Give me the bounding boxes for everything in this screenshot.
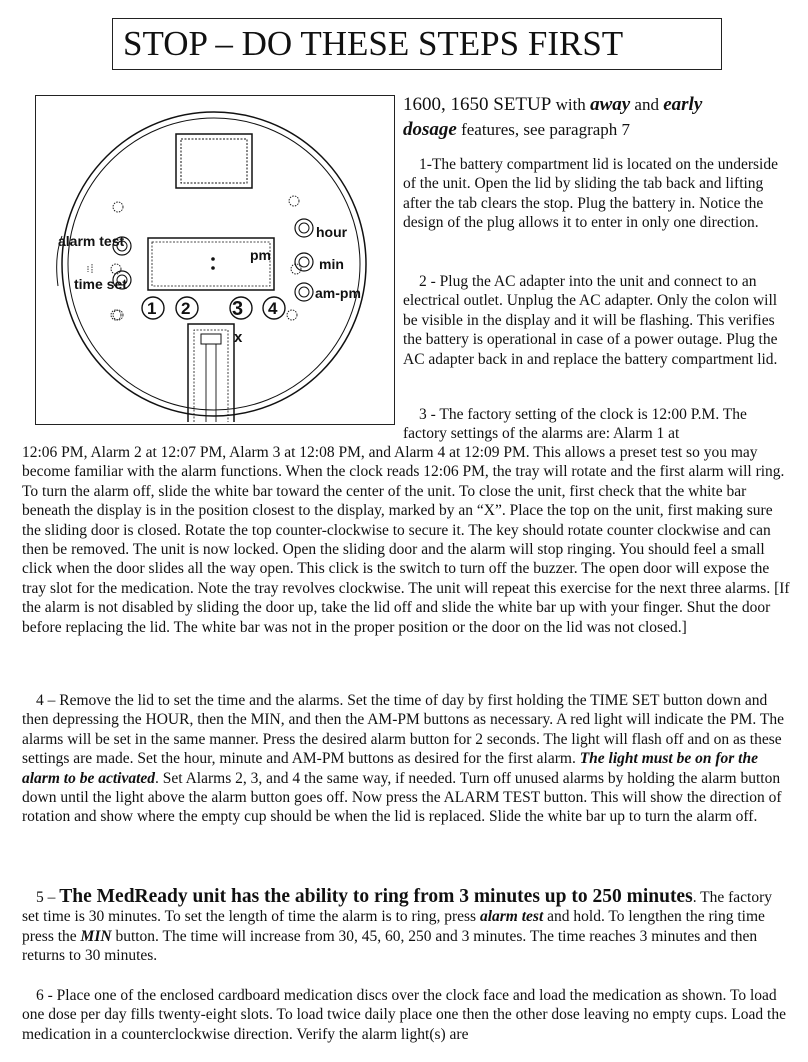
paragraph-5 [22,887,792,966]
alarm-test-label: alarm test [58,233,125,249]
svg-text:2: 2 [181,299,191,318]
alarm-button-2[interactable] [176,297,198,319]
am-pm-button[interactable] [295,283,313,301]
hour-label: hour [316,224,348,240]
p5-text-b: and hold. To lengthen the ring time press the [22,908,765,945]
setup-tail: features, see paragraph 7 [456,120,631,139]
p5-headline: The MedReady unit has the ability to ring from 3 minutes up to 250 minutes [59,886,693,907]
p5-number: 5 – [36,889,60,906]
p4-text-a: 4 – Remove the lid to set the time and the alarms. Set the time of day by first holding the TIME SET button down and then depressing the HOUR, then the MIN, and then the AM-PM buttons as necessary. A red light will indicate the PM. The alarms will be set in the same manner. Press the desired alarm button for 2 seconds. The light will flash off and on as these settings are made. Set the hour, minute and AM-PM buttons as desired for the first alarm. [22,692,784,768]
p5-text-c: button. The time will increase from 30, 45, 60, 250 and 3 minutes. The time reaches 3 minutes and then returns to 30 minutes. [22,927,758,965]
p5-text-a: . The factory set time is 30 minutes. To set the length of time the alarm is to ring, press [22,889,773,926]
early-label: early [663,94,703,115]
inner-ring [68,118,360,410]
hour-button[interactable] [295,219,313,237]
white-bar [201,334,221,344]
setup-and: and [630,95,664,114]
paragraph-6: 6 - Place one of the enclosed cardboard medication discs over the clock face and load the medication as shown. To load one dose per day fills twenty-eight slots. To load twice daily place one then the other dose leaving no empty cups. Load the medication in a counterclockwise direction. Verify the alarm light(s) are [22,987,786,1043]
p4-emphasis: The light must be on for the alarm to be activated [22,750,758,787]
x-mark: x [234,329,243,346]
paragraph-4 [22,691,792,827]
setup-with: with [551,95,591,114]
min-button[interactable] [295,253,313,271]
white-bar-slot [188,324,234,422]
alarm-button-4[interactable] [263,297,285,319]
setup-heading [403,92,783,142]
time-set-label: time set [74,276,127,292]
dosage-label: dosage [403,119,457,140]
model-label: 1600, 1650 SETUP [403,94,552,115]
min-label: min [319,256,344,272]
device-diagram [35,95,395,425]
battery-compartment [176,134,252,188]
p5-alarm-test: alarm test [479,908,544,926]
paragraph-3-start: 3 - The factory setting of the clock is 12:00 P.M. The factory settings of the alarms are: Alarm 1 at [403,406,747,443]
p4-text-b: . Set Alarms 2, 3, and 4 the same way, if needed. Turn off unused alarms by holding the alarm button down until the light above the alarm button goes off. Now press the ALARM TEST button. This will show the direction of rotation and show where the empty cup should be when the lid is replaced. Slide the white bar up to turn the alarm off. [22,769,782,826]
alarm-button-3[interactable] [230,297,252,320]
paragraph-2: 2 - Plug the AC adapter into the unit and connect to an electrical outlet. Unplug the AC adapter. Only the colon will be visible in the display and it will be flashing. This verifies the battery is operational in case of a power outage. Plug the AC adapter back in and replace the battery compartment lid. [403,273,778,368]
svg-text:3: 3 [232,298,244,320]
device-diagram-svg [36,96,393,423]
am-pm-label: am-pm [315,285,361,301]
pm-label: pm [250,247,271,263]
away-label: away [590,94,631,115]
alarm-button-1[interactable] [142,297,164,319]
page-title: STOP – DO THESE STEPS FIRST [112,18,722,70]
svg-text:4: 4 [268,299,278,318]
display [148,238,274,290]
paragraph-1: 1-The battery compartment lid is located on the underside of the unit. Open the lid by sliding the tab back and lifting after the tab clears the stop. Plug the battery in. Notice the design of the plug allows it to enter in only one direction. [403,156,778,232]
paragraph-3-body: 12:06 PM, Alarm 2 at 12:07 PM, Alarm 3 at 12:08 PM, and Alarm 4 at 12:09 PM. This allows a preset test so you may become familiar with the alarm functions. When the clock reads 12:06 PM, the tray will rotate and the first alarm will ring. To turn the alarm off, slide the white bar toward the center of the unit. To close the unit, first check that the white bar beneath the display is in the position closest to the display, marked by an “X”. Place the top on the unit, first making sure the sliding door is closed. Rotate the top counter-clockwise to secure it. The key should rotate counter clockwise and can then be removed. The unit is now locked. Open the sliding door and the alarm will stop ringing. You should feel a small click when the door slides all the way open. This click is the switch to turn off the buzzer. The open door will expose the tray slot for the medication. Note the tray revolves clockwise. The unit will repeat this exercise for the next three alarms. [If the alarm is not disabled by sliding the door up, take the lid off and slide the white bar up with your finger. Shut the door before replacing the lid. The white bar was not in the proper position or the door on the lid was not closed.] [22,444,790,636]
svg-text:1: 1 [147,299,157,318]
p5-min: MIN [80,927,112,945]
